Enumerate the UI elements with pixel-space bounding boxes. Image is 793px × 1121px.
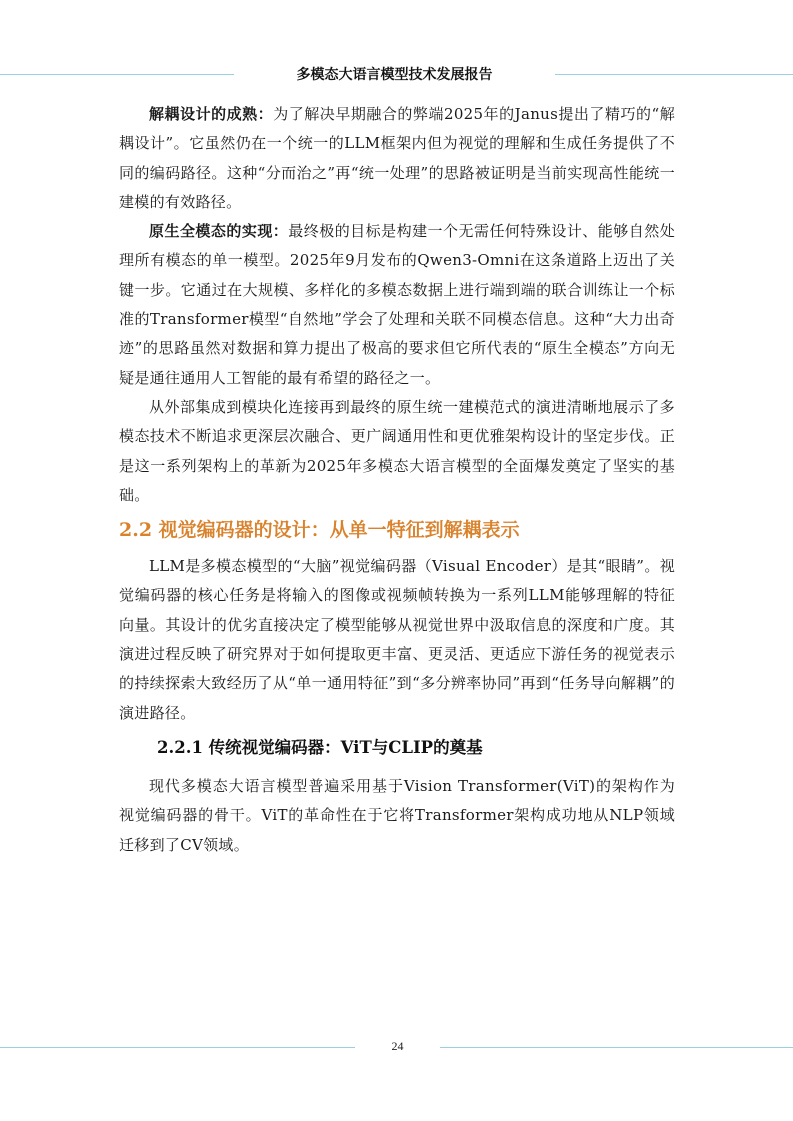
paragraph-text: 最终极的目标是构建一个无需任何特殊设计、能够自然处理所有模态的单一模型。2025年9月发布的Qwen3-Omni在这条道路上迈出了关键一步。它通过在大规模、多样化的多模态数据上进行端到端的联合训练让一个标准的Transformer模型“自然地”学会了处理和关联不同模态信息。这种“大力出奇迹”的思路虽然对数据和算力提出了极高的要求但它所代表的“原生全模态”方向无疑是通往通用人工智能的最有希望的路径之一。 [119,222,675,387]
section-heading: 2.2 视觉编码器的设计：从单一特征到解耦表示 [119,519,520,542]
paragraph-vit: 现代多模态大语言模型普遍采用基于Vision Transformer(ViT)的架构作为视觉编码器的骨干。ViT的革命性在于它将Transformer架构成功地从NLP领域迁移到了CV领域。 [119,776,675,854]
paragraph-evolution-summary [119,393,675,510]
subsection-heading: 2.2.1 传统视觉编码器：ViT与CLIP的奠基 [157,737,483,757]
paragraph-native-omni [119,217,675,393]
paragraph-text: 为了解决早期融合的弊端2025年的Janus提出了精巧的“解耦设计”。它虽然仍在一个统一的LLM框架内但为视觉的理解和生成任务提供了不同的编码路径。这种“分而治之”再“统一处理”的思路被证明是当前实现高性能统一建模的有效路径。 [119,105,675,211]
header-rule-right [555,74,793,75]
paragraph-lead: 原生全模态的实现： [149,222,289,241]
paragraph-text: 从外部集成到模块化连接再到最终的原生统一建模范式的演进清晰地展示了多模态技术不断追求更深层次融合、更广阔通用性和更优雅架构设计的坚定步伐。正是这一系列架构上的革新为2025年多模态大语言模型的全面爆发奠定了坚实的基础。 [119,397,675,504]
footer-rule-right [440,1047,793,1048]
page-number: 24 [391,1039,404,1053]
running-header-title: 多模态大语言模型技术发展报告 [296,67,493,83]
paragraph-visual-encoder: LLM是多模态模型的“大脑”视觉编码器（Visual Encoder）是其“眼睛”。视觉编码器的核心任务是将输入的图像或视频帧转换为一系列LLM能够理解的特征向量。其设计的优劣直接决定了模型能够从视觉世界中汲取信息的深度和广度。其演进过程反映了研究界对于如何提取更丰富、更灵活、更适应下游任务的视觉表示的持续探索大致经历了从“单一通用特征”到“多分辨率协同”再到“任务导向解耦”的演进路径。 [119,557,675,722]
paragraph-decoupled-design [119,100,675,217]
paragraph-lead: 解耦设计的成熟： [149,105,274,123]
page-body [119,100,675,860]
footer-rule-left [0,1047,355,1048]
header-rule-left [0,74,234,75]
